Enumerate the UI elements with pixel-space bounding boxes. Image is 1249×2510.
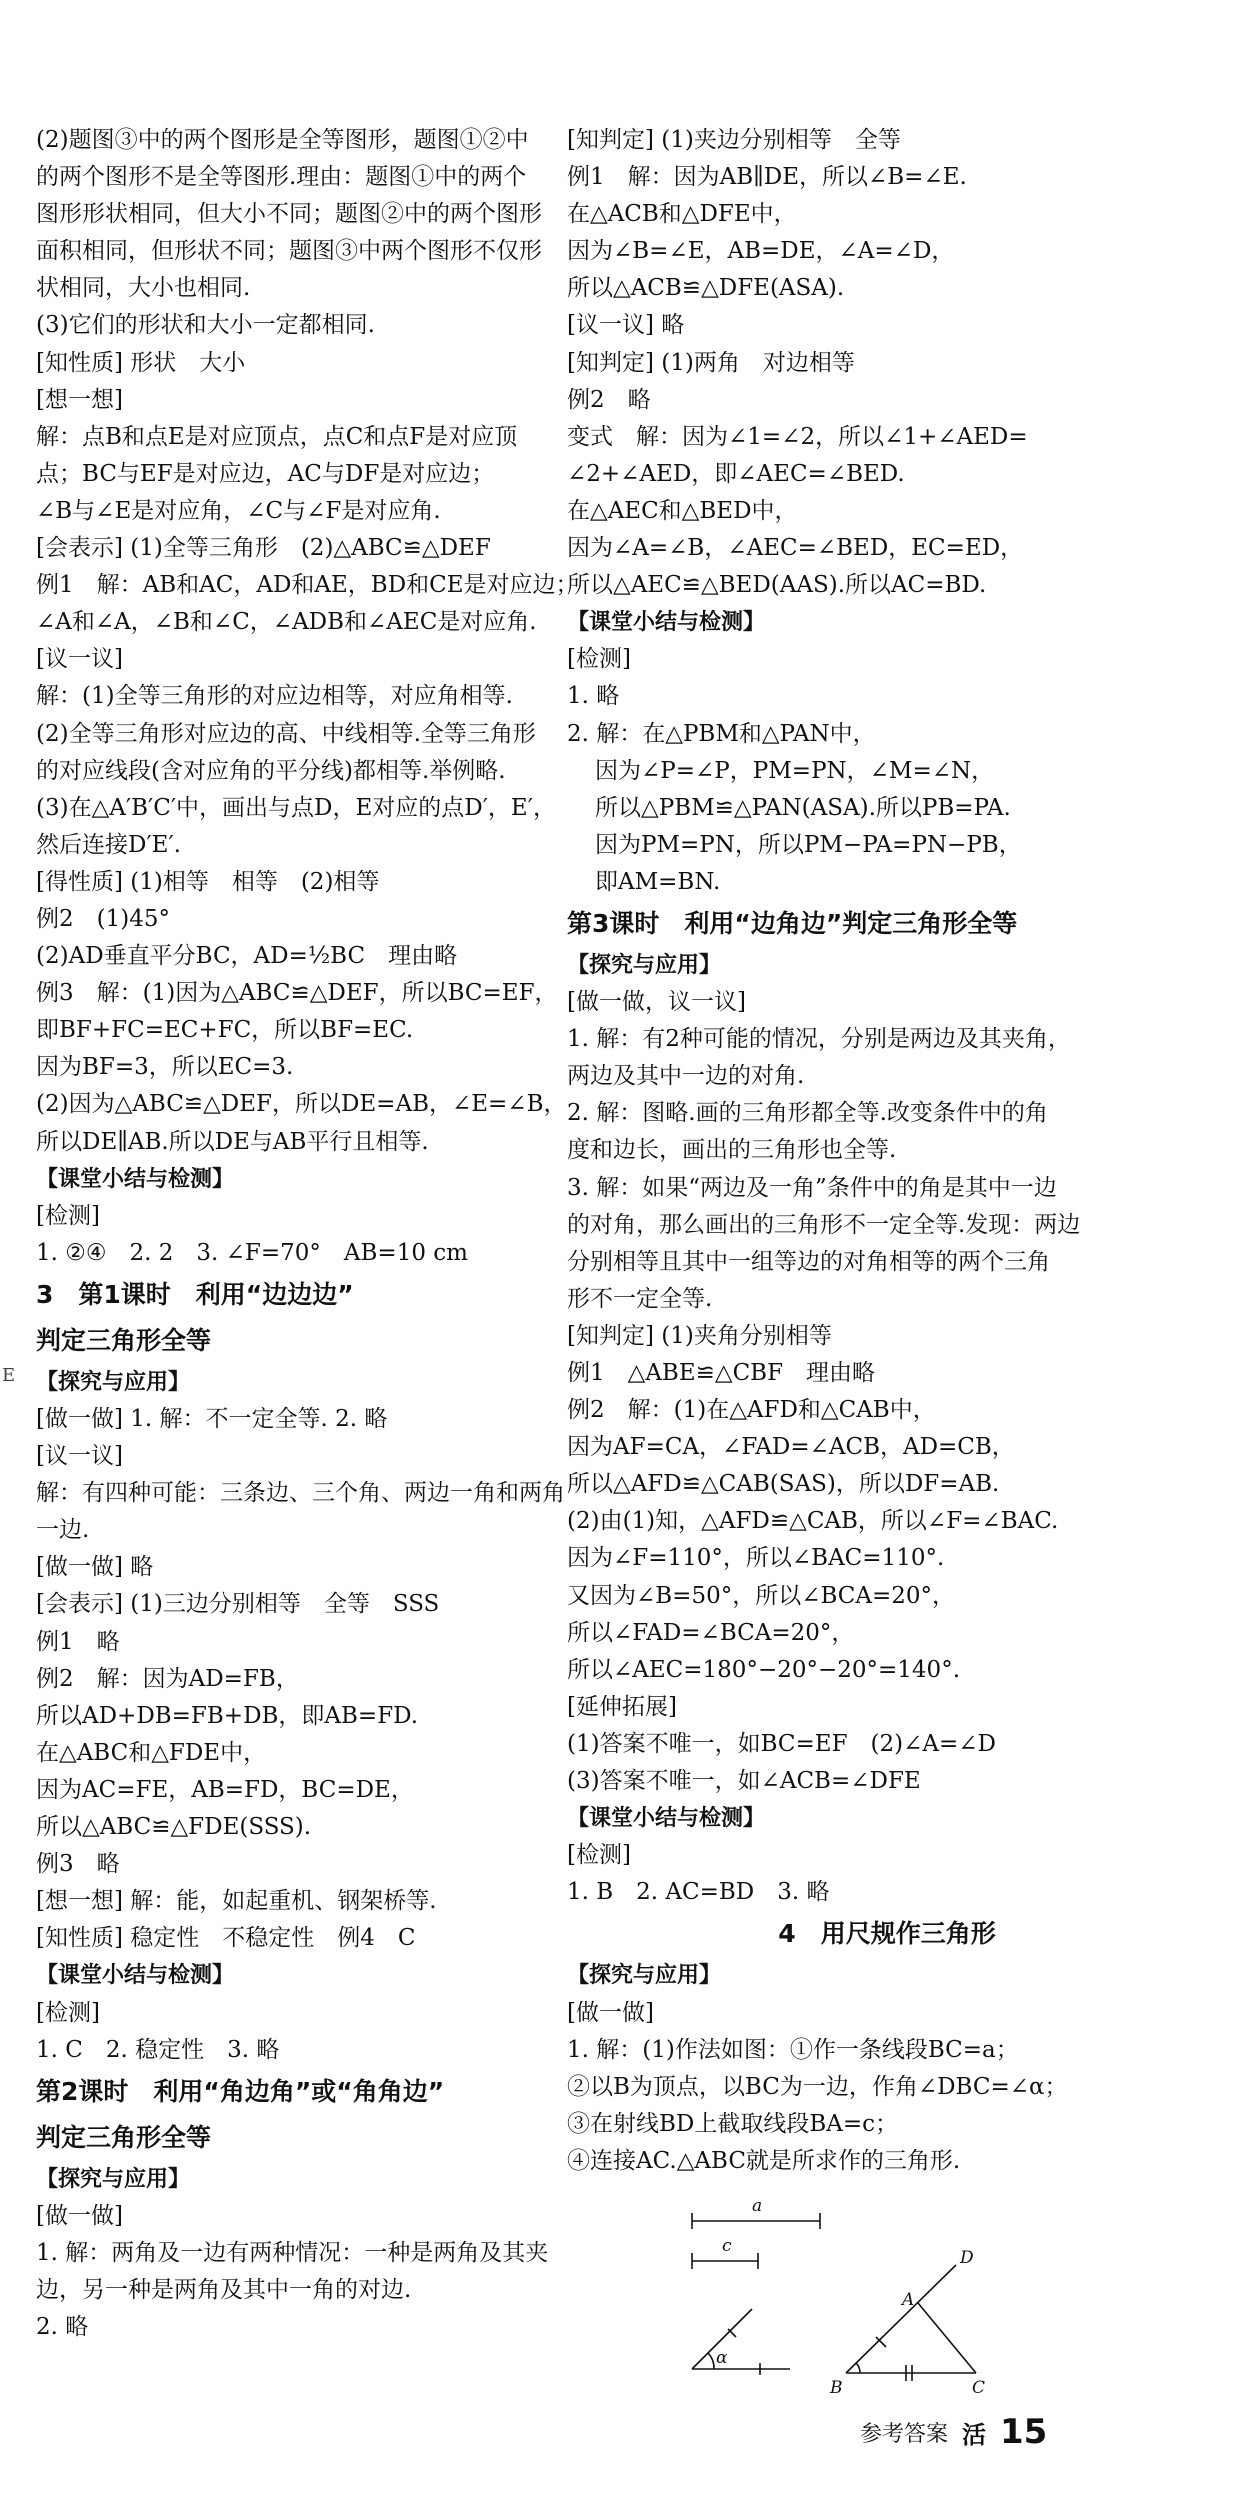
- answer-line: 即AM=BN.: [595, 868, 721, 895]
- answer-line: 解：有四种可能：三条边、三个角、两边一角和两角: [36, 1480, 565, 1507]
- answer-line: 因为AF=CA，∠FAD=∠ACB，AD=CB，: [567, 1434, 1015, 1461]
- answer-line: 3 第1课时 利用“边边边”: [36, 1279, 354, 1309]
- answer-line: (2)AD垂直平分BC，AD=½BC 理由略: [36, 943, 458, 970]
- answer-line: [会表示] (1)全等三角形 (2)△ABC≌△DEF: [36, 535, 491, 562]
- answer-line: 状相同，大小也相同.: [36, 275, 251, 302]
- answer-line: 1. 解：(1)作法如图：①作一条线段BC=a；: [567, 2036, 1019, 2063]
- answer-line: (1)答案不唯一，如BC=EF (2)∠A=∠D: [567, 1730, 996, 1757]
- answer-line: 1. 解：两角及一边有两种情况：一种是两角及其夹: [36, 2239, 549, 2266]
- answer-line: 两边及其中一边的对角.: [567, 1063, 805, 1090]
- answer-line: 1. 略: [567, 683, 620, 710]
- answer-line: [知判定] (1)夹角分别相等: [567, 1322, 832, 1349]
- answer-line: 形不一定全等.: [567, 1285, 713, 1312]
- answer-line: 例1 略: [36, 1628, 120, 1655]
- answer-line: 又因为∠B=50°，所以∠BCA=20°，: [567, 1582, 956, 1609]
- answer-line: 的对角，那么画出的三角形不一定全等.发现：两边: [567, 1211, 1081, 1238]
- answer-line: 例2 解：(1)在△AFD和△CAB中，: [567, 1397, 936, 1424]
- edge-mark: E: [2, 1365, 16, 1386]
- answer-line: 然后连接D′E′.: [36, 831, 181, 858]
- answer-line: 因为BF=3，所以EC=3.: [36, 1054, 294, 1081]
- answer-line: (3)它们的形状和大小一定都相同.: [36, 312, 375, 339]
- answer-line: 因为∠F=110°，所以∠BAC=110°.: [567, 1545, 945, 1572]
- answer-line: 1. B 2. AC=BD 3. 略: [567, 1879, 830, 1906]
- page-footer: [860, 2410, 1047, 2454]
- answer-line: 变式 解：因为∠1=∠2，所以∠1+∠AED=: [567, 423, 1028, 450]
- answer-line: [检测]: [567, 646, 631, 673]
- answer-line: 因为PM=PN，所以PM−PA=PN−PB，: [595, 831, 1022, 858]
- answer-line: 解：点B和点E是对应顶点，点C和点F是对应顶: [36, 423, 518, 450]
- answer-line: 所以△ABC≌△FDE(SSS).: [36, 1814, 312, 1841]
- answer-line: 4 用尺规作三角形: [778, 1919, 996, 1949]
- answer-line: 因为∠B=∠E，AB=DE，∠A=∠D，: [567, 238, 955, 265]
- answer-line: 例1 解：因为AB∥DE，所以∠B=∠E.: [567, 164, 967, 191]
- answer-line: 所以AD+DB=FB+DB，即AB=FD.: [36, 1702, 419, 1729]
- answer-line: 第2课时 利用“角边角”或“角角边”: [36, 2076, 445, 2106]
- answer-line: [知性质] 形状 大小: [36, 349, 246, 376]
- answer-line: [得性质] (1)相等 相等 (2)相等: [36, 868, 380, 895]
- label-C: C: [972, 2378, 986, 2398]
- answer-line: [检测]: [36, 1999, 100, 2026]
- answer-line: (2)题图③中的两个图形是全等图形，题图①②中: [36, 127, 529, 153]
- label-c: c: [722, 2236, 732, 2256]
- answer-line: 判定三角形全等: [36, 1325, 212, 1355]
- side-AC: [918, 2303, 976, 2373]
- answer-line: 的两个图形不是全等图形.理由：题图①中的两个: [36, 164, 527, 191]
- left-answer-column: [36, 122, 626, 2346]
- answer-line: 图形形状相同，但大小不同；题图②中的两个图形: [36, 201, 542, 228]
- answer-line: [会表示] (1)三边分别相等 全等 SSS: [36, 1591, 440, 1618]
- answer-line: 解：(1)全等三角形的对应边相等，对应角相等.: [36, 683, 513, 710]
- answer-line: [检测]: [567, 1842, 631, 1869]
- answer-line: 【探究与应用】: [567, 1963, 722, 1989]
- answer-line: 2. 解：图略.画的三角形都全等.改变条件中的角: [567, 1100, 1048, 1127]
- right-answer-column: [567, 122, 1207, 2180]
- label-alpha: α: [716, 2348, 728, 2368]
- answer-line: 【课堂小结与检测】: [36, 1166, 235, 1192]
- answer-line: 例3 解：(1)因为△ABC≌△DEF，所以BC=EF，: [36, 980, 558, 1007]
- answer-line: [延伸拓展]: [567, 1693, 677, 1720]
- answer-line: ④连接AC.△ABC就是所求作的三角形.: [567, 2147, 961, 2174]
- answer-line: 【课堂小结与检测】: [567, 1806, 766, 1832]
- answer-line: 【课堂小结与检测】: [36, 1963, 235, 1989]
- answer-line: 所以△AFD≌△CAB(SAS)，所以DF=AB.: [567, 1471, 1000, 1498]
- answer-line: ∠2+∠AED，即∠AEC=∠BED.: [567, 460, 905, 487]
- footer-mark: 活: [962, 2420, 987, 2449]
- answer-line: ∠B与∠E是对应角，∠C与∠F是对应角.: [36, 497, 441, 524]
- answer-line: [议一议]: [36, 1443, 123, 1470]
- answer-line: [知性质] 稳定性 不稳定性 例4 C: [36, 1925, 416, 1952]
- label-D: D: [960, 2248, 974, 2268]
- answer-line: 的对应线段(含对应角的平分线)都相等.举例略.: [36, 757, 506, 784]
- answer-line: 所以△AEC≌△BED(AAS).所以AC=BD.: [567, 572, 987, 599]
- answer-line: 1. 解：有2种可能的情况，分别是两边及其夹角，: [567, 1026, 1071, 1053]
- answer-line: 边，另一种是两角及其中一角的对边.: [36, 2276, 412, 2303]
- answer-line: 3. 解：如果“两边及一角”条件中的角是其中一边: [567, 1174, 1057, 1201]
- answer-line: ③在射线BD上截取线段BA=c；: [567, 2110, 899, 2137]
- answer-line: [议一议]: [36, 646, 123, 673]
- answer-line: 例1 解：AB和AC，AD和AE，BD和CE是对应边；: [36, 572, 579, 599]
- answer-line: [想一想] 解：能，如起重机、钢架桥等.: [36, 1888, 437, 1915]
- answer-line: 所以△ACB≌△DFE(ASA).: [567, 275, 845, 302]
- answer-line: 第3课时 利用“边角边”判定三角形全等: [567, 908, 1018, 938]
- label-B: B: [830, 2378, 843, 2398]
- answer-line: [做一做] 1. 解：不一定全等. 2. 略: [36, 1406, 388, 1432]
- answer-line: 即BF+FC=EC+FC，所以BF=EC.: [36, 1017, 414, 1044]
- answer-line: 面积相同，但形状不同；题图③中两个图形不仅形: [36, 238, 542, 265]
- answer-line: 点；BC与EF是对应边，AC与DF是对应边；: [36, 460, 495, 487]
- answer-line: 所以△PBM≌△PAN(ASA).所以PB=PA.: [595, 794, 1011, 821]
- answer-line: 所以DE∥AB.所以DE与AB平行且相等.: [36, 1128, 429, 1155]
- answer-line: (2)全等三角形对应边的高、中线相等.全等三角形: [36, 720, 536, 747]
- answer-line: 分别相等且其中一组等边的对角相等的两个三角: [567, 1248, 1050, 1275]
- footer-section-label: 参考答案: [860, 2421, 949, 2447]
- answer-line: 例2 略: [567, 386, 651, 413]
- answer-line: [做一做]: [567, 1999, 654, 2026]
- answer-line: (2)因为△ABC≌△DEF，所以DE=AB，∠E=∠B，: [36, 1091, 567, 1118]
- answer-line: [议一议] 略: [567, 312, 685, 339]
- answer-line: 1. ②④ 2. 2 3. ∠F=70° AB=10 cm: [36, 1239, 468, 1266]
- answer-line: 2. 略: [36, 2314, 89, 2341]
- label-A: A: [902, 2290, 915, 2310]
- label-a: a: [752, 2196, 763, 2216]
- answer-line: 在△ABC和△FDE中，: [36, 1739, 267, 1766]
- answer-line: 例3 略: [36, 1851, 120, 1878]
- ray-BD: [846, 2265, 956, 2373]
- answer-line: 在△ACB和△DFE中，: [567, 201, 797, 228]
- answer-line: 1. C 2. 稳定性 3. 略: [36, 2036, 280, 2063]
- answer-line: 例1 △ABE≌△CBF 理由略: [567, 1360, 876, 1386]
- answer-line: 在△AEC和△BED中，: [567, 497, 798, 524]
- answer-line: ∠A和∠A，∠B和∠C，∠ADB和∠AEC是对应角.: [36, 609, 537, 636]
- answer-line: 因为∠A=∠B，∠AEC=∠BED，EC=ED，: [567, 535, 1024, 562]
- answer-line: 【探究与应用】: [567, 952, 722, 978]
- page-number: 15: [1000, 2412, 1048, 2452]
- triangle-construction-figure: [680, 2193, 1010, 2403]
- answer-line: 判定三角形全等: [36, 2122, 212, 2152]
- answer-line: (3)答案不唯一，如∠ACB=∠DFE: [567, 1768, 921, 1795]
- answer-line: (3)在△A′B′C′中，画出与点D，E对应的点D′，E′，: [36, 794, 556, 821]
- answer-line: 【探究与应用】: [36, 1369, 191, 1395]
- answer-line: 因为∠P=∠P，PM=PN，∠M=∠N，: [595, 757, 995, 784]
- answer-line: 一边.: [36, 1517, 90, 1544]
- answer-line: [做一做，议一议]: [567, 989, 746, 1016]
- answer-line: 所以∠FAD=∠BCA=20°，: [567, 1619, 855, 1646]
- answer-line: 所以∠AEC=180°−20°−20°=140°.: [567, 1656, 960, 1683]
- answer-line: [做一做]: [36, 2202, 123, 2229]
- answer-line: 【探究与应用】: [36, 2166, 191, 2192]
- answer-line: (2)由(1)知，△AFD≌△CAB，所以∠F=∠BAC.: [567, 1508, 1059, 1535]
- answer-line: 度和边长，画出的三角形也全等.: [567, 1137, 897, 1164]
- answer-line: 【课堂小结与检测】: [567, 610, 766, 636]
- answer-line: [知判定] (1)两角 对边相等: [567, 349, 855, 376]
- answer-line: 例2 (1)45°: [36, 905, 170, 932]
- answer-line: ②以B为顶点，以BC为一边，作角∠DBC=∠α；: [567, 2073, 1068, 2100]
- answer-line: 2. 解：在△PBM和△PAN中，: [567, 720, 876, 747]
- answer-line: [知判定] (1)夹边分别相等 全等: [567, 127, 901, 153]
- answer-line: 例2 解：因为AD=FB，: [36, 1665, 299, 1692]
- answer-line: [做一做] 略: [36, 1554, 154, 1581]
- answer-line: [检测]: [36, 1202, 100, 1229]
- answer-line: [想一想]: [36, 386, 123, 413]
- answer-line: 因为AC=FE，AB=FD，BC=DE，: [36, 1776, 414, 1803]
